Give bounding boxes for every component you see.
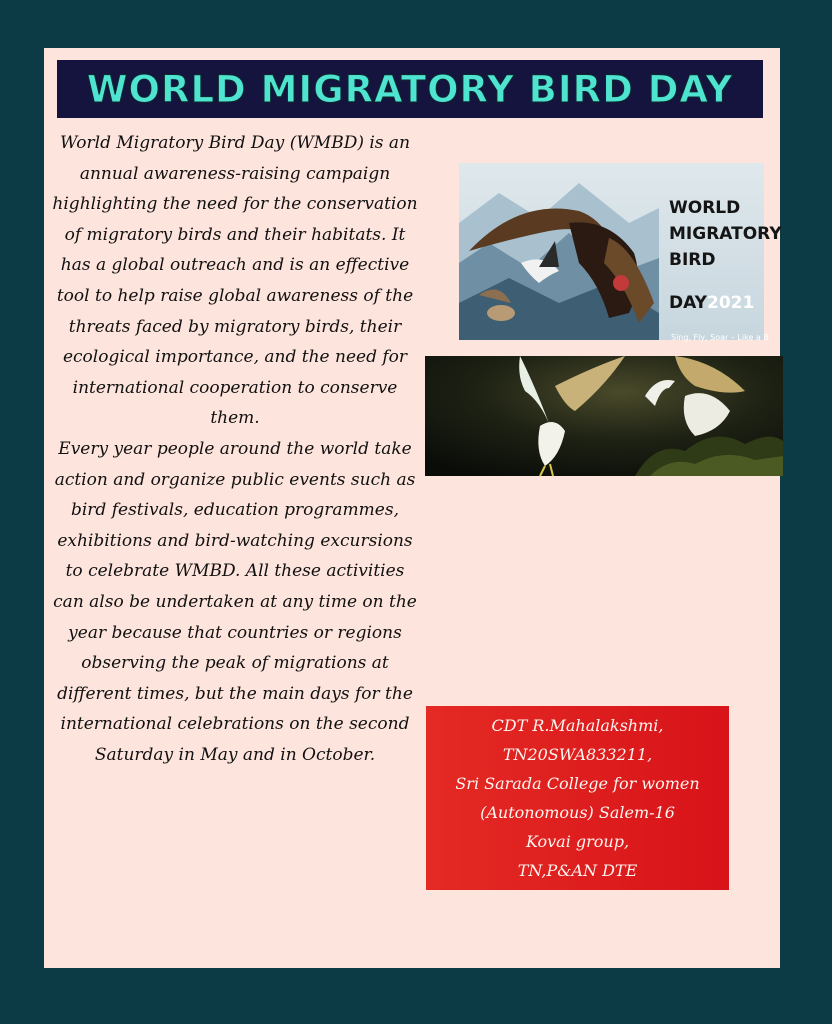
- title-banner: [57, 60, 763, 118]
- poster-year: 2021: [707, 293, 755, 313]
- credit-line: (Autonomous) Salem-16: [480, 803, 675, 822]
- credit-box: [426, 706, 729, 890]
- egrets-photo: [425, 356, 783, 476]
- poster-word: BIRD: [669, 250, 716, 270]
- article-paragraph: Every year people around the world take action and organize public events such as bird festivals, education programmes, exhibitions and bird-watching excursions to celebrate WMBD. All these activities can also be undertaken at any time on the year because that countries or regions observing the peak of migrations at different times, but the main days for the international celebrations on the second Saturday in May and in October.: [53, 438, 417, 765]
- poster-word: DAY: [669, 293, 707, 313]
- credit-line: TN,P&AN DTE: [517, 861, 638, 880]
- page-title: WORLD MIGRATORY BIRD DAY: [86, 67, 734, 111]
- poster-word: MIGRATORY: [669, 224, 782, 244]
- credit-line: TN20SWA833211,: [502, 745, 653, 764]
- credit-line: CDT R.Mahalakshmi,: [491, 716, 664, 735]
- credit-line: Kovai group,: [525, 832, 630, 851]
- poster-tagline: Sing, Fly, Soar – Like a B: [671, 333, 769, 342]
- wmbd-2021-poster-image: [459, 163, 782, 342]
- poster-word: WORLD: [669, 198, 741, 218]
- credit-line: Sri Sarada College for women: [455, 774, 700, 793]
- poster-page: [44, 48, 780, 968]
- article-paragraph: World Migratory Bird Day (WMBD) is an annual awareness-raising campaign highlighting the need for the conservation of migratory birds and their habitats. It has a global outreach and is an effective tool to help raise global awareness of the threats faced by migratory birds, their ecological importance, and the need for international cooperation to conserve them.: [52, 133, 418, 429]
- article-text: [50, 128, 420, 770]
